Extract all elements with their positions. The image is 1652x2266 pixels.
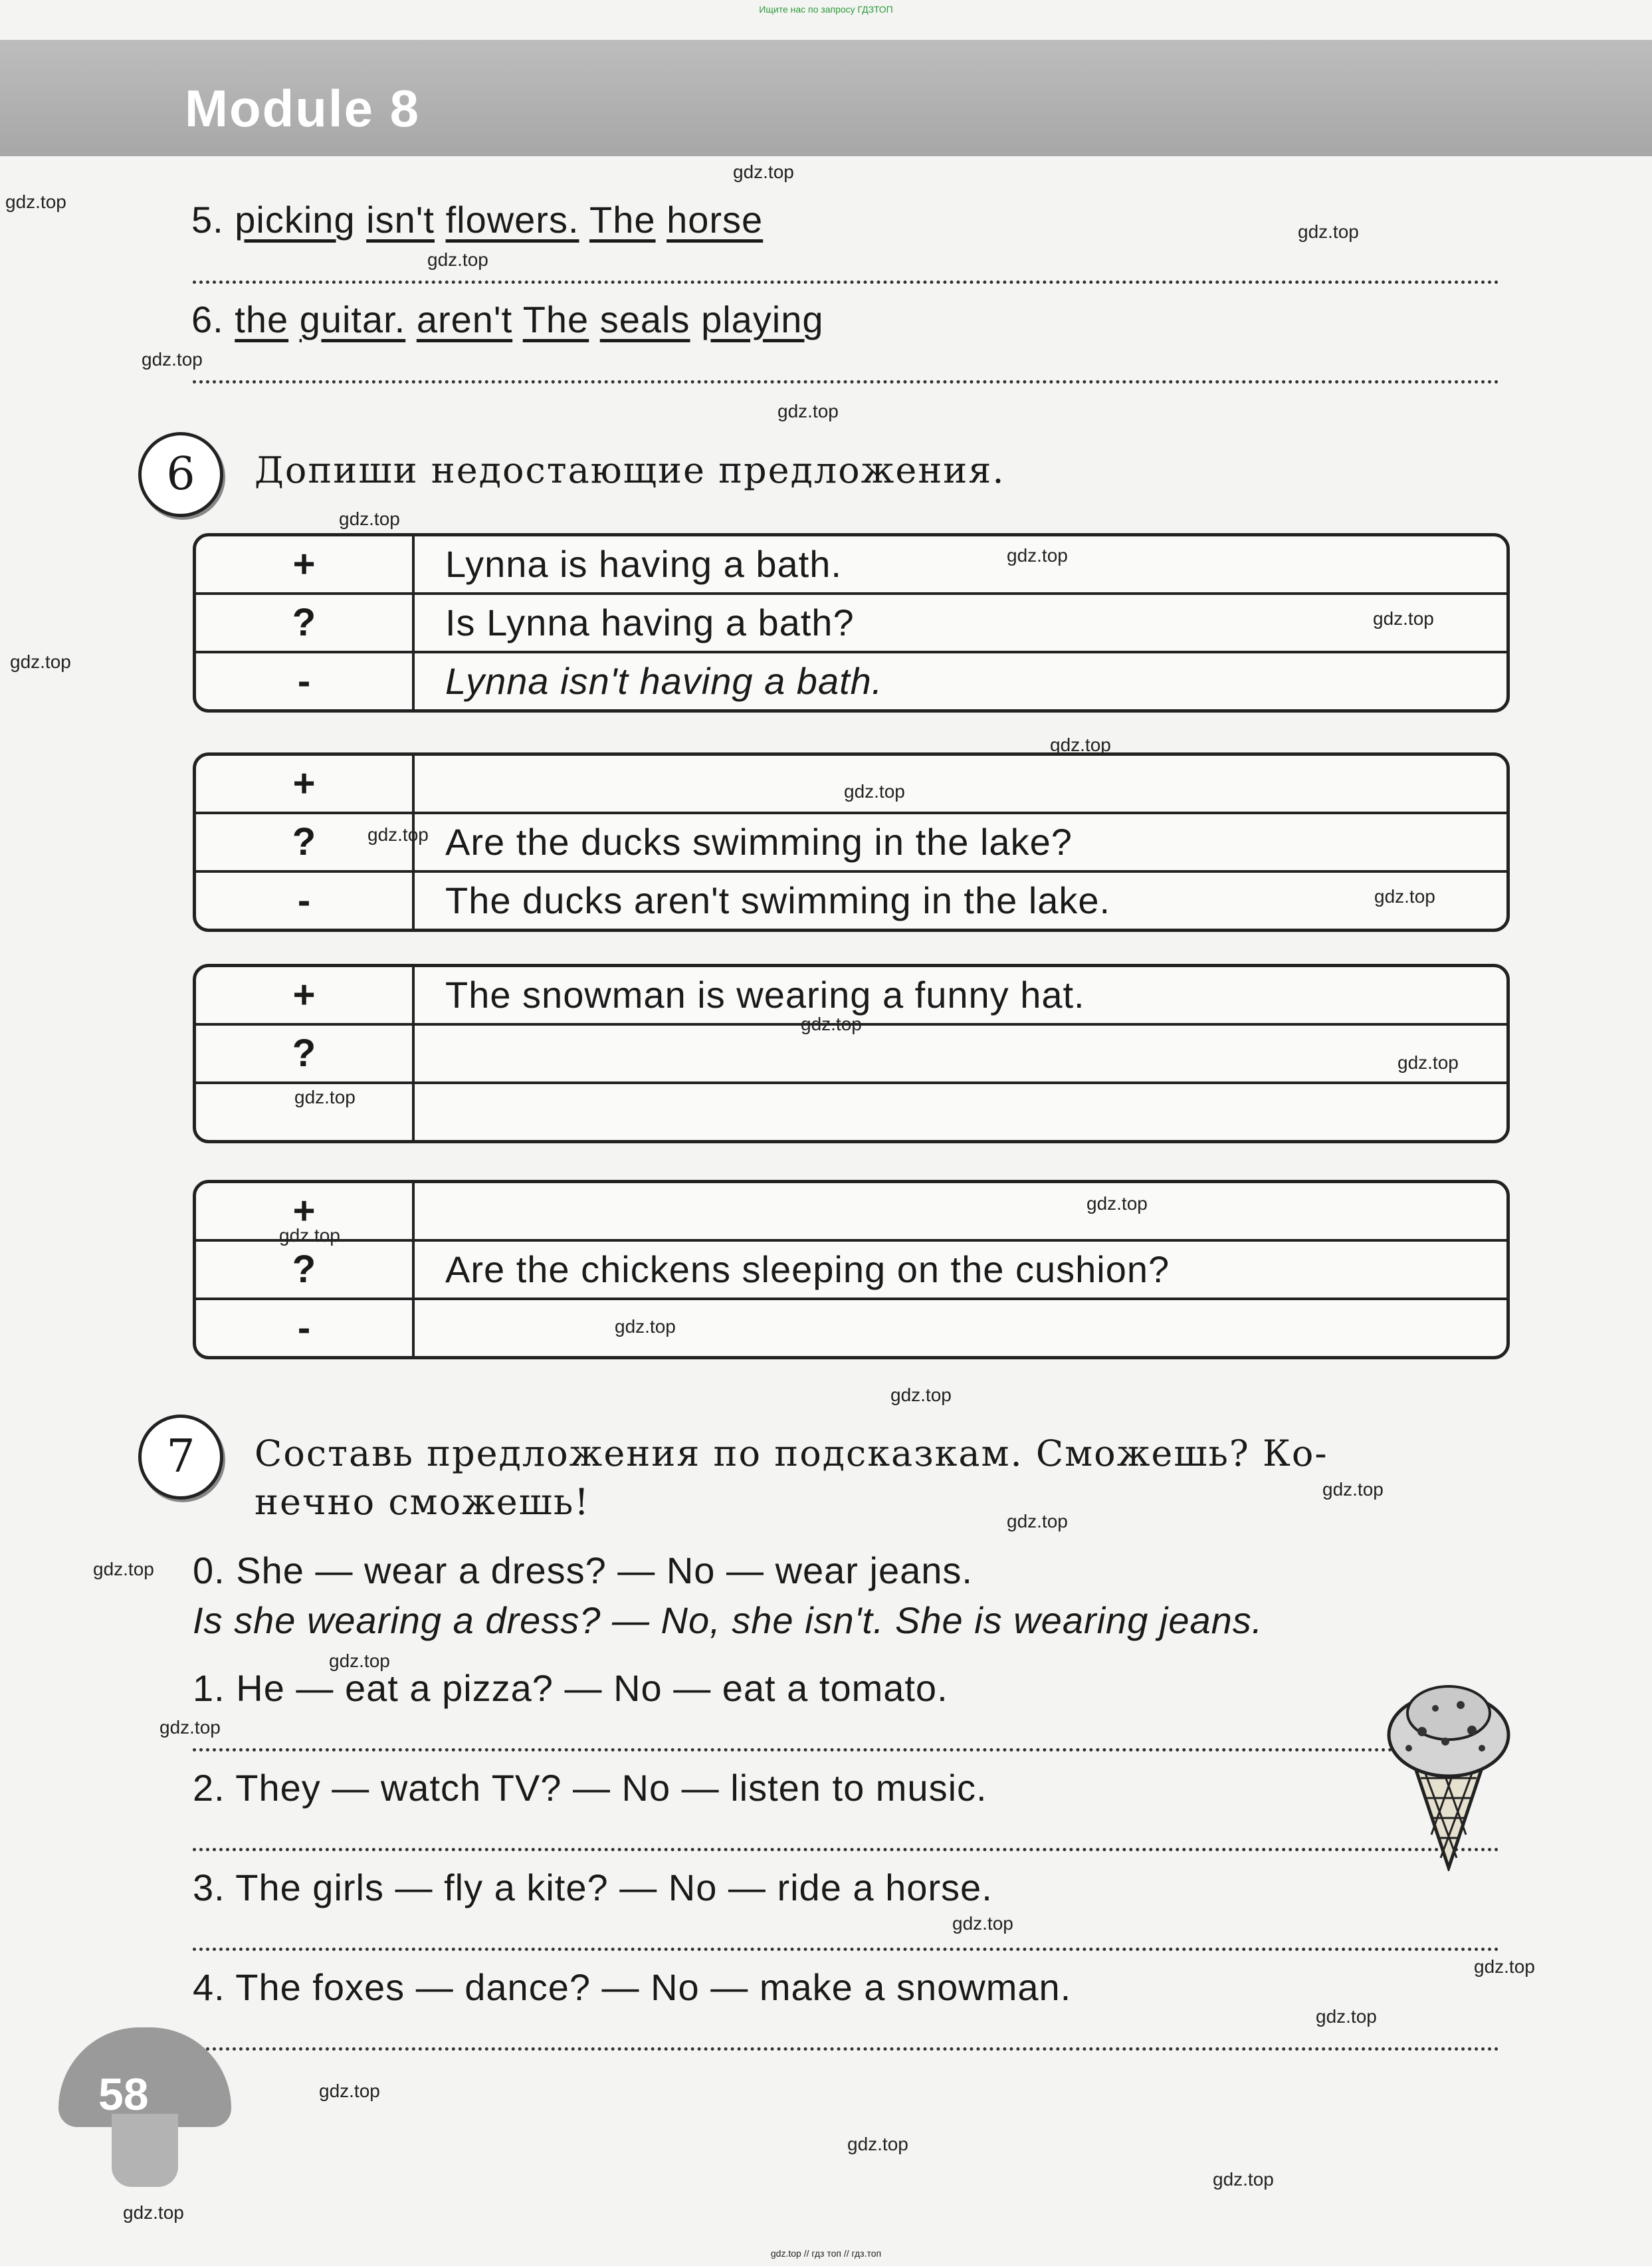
watermark: gdz.top <box>123 2202 184 2223</box>
watermark: gdz.top <box>142 349 203 370</box>
minus-symbol: - <box>196 873 415 929</box>
watermark: gdz.top <box>1007 545 1068 566</box>
exercise-7-title-line-2: нечно сможешь! <box>255 1481 591 1523</box>
table-row <box>196 1300 1506 1356</box>
watermark: gdz.top <box>733 162 794 182</box>
table-row <box>196 1084 1506 1140</box>
site-banner: Ищите нас по запросу ГДЗТОП <box>759 4 893 15</box>
table-row <box>196 873 1506 929</box>
watermark: gdz.top <box>1397 1052 1459 1073</box>
example-answer: Is she wearing a dress? — No, she isn't. She is wearing jeans. <box>193 1599 1263 1641</box>
scrambled-sentence-6 <box>191 298 824 341</box>
watermark: gdz.top <box>319 2081 380 2101</box>
item-number: 5. <box>191 199 224 241</box>
module-title: Module 8 <box>185 79 421 138</box>
question-symbol: ? <box>196 595 415 651</box>
watermark: gdz.top <box>890 1385 952 1405</box>
watermark: gdz.top <box>1298 221 1359 242</box>
mushroom-stem <box>112 2114 178 2187</box>
watermark: gdz.top <box>367 824 429 845</box>
word: horse <box>667 199 764 241</box>
exercise-6-title: Допиши недостающие предложения. <box>255 449 1005 491</box>
plus-symbol: + <box>196 967 415 1023</box>
page-number: 58 <box>98 2069 149 2120</box>
example-prompt: 0. She — wear a dress? — No — wear jeans. <box>193 1549 973 1591</box>
watermark: gdz.top <box>159 1717 221 1738</box>
word: guitar. <box>299 298 406 340</box>
watermark: gdz.top <box>1213 2169 1274 2190</box>
affirmative-sentence[interactable]: The snowman is wearing a funny hat. <box>445 974 1085 1016</box>
watermark: gdz.top <box>10 651 71 672</box>
watermark: gdz.top <box>1373 608 1434 629</box>
table-row <box>196 595 1506 653</box>
question-symbol: ? <box>196 814 415 870</box>
watermark: gdz.top <box>952 1913 1013 1934</box>
watermark: gdz.top <box>279 1225 340 1246</box>
word: picking <box>235 199 356 241</box>
prompt-item-2: 2. They — watch TV? — No — listen to music. <box>193 1767 987 1809</box>
plus-symbol: + <box>196 536 415 592</box>
watermark: gdz.top <box>1374 886 1435 907</box>
sentence-table-1 <box>193 533 1510 713</box>
exercise-7-number: 7 <box>138 1415 223 1500</box>
answer-line[interactable] <box>193 1948 1499 1951</box>
watermark: gdz.top <box>294 1087 356 1107</box>
question-sentence[interactable]: Is Lynna having a bath? <box>445 602 855 643</box>
negative-sentence[interactable]: Lynna isn't having a bath. <box>445 660 883 702</box>
negative-sentence[interactable]: The ducks aren't swimming in the lake. <box>445 879 1111 921</box>
footer-watermark: gdz.top // гдз топ // гдз.топ <box>770 2248 882 2259</box>
prompt-item-4: 4. The foxes — dance? — No — make a snowman. <box>193 1966 1072 2008</box>
answer-line[interactable] <box>193 380 1499 384</box>
watermark: gdz.top <box>801 1014 862 1034</box>
watermark: gdz.top <box>1007 1511 1068 1531</box>
watermark: gdz.top <box>1316 2006 1377 2027</box>
watermark: gdz.top <box>1322 1479 1384 1500</box>
minus-symbol: - <box>196 1300 415 1356</box>
plus-symbol: + <box>196 1183 415 1239</box>
answer-line[interactable] <box>193 281 1499 284</box>
watermark: gdz.top <box>777 401 839 421</box>
exercise-7-title-line-1: Составь предложения по подсказкам. Сможешь? Ко- <box>255 1432 1328 1474</box>
word: seals <box>599 298 690 340</box>
answer-line[interactable] <box>193 1848 1499 1851</box>
word: flowers. <box>445 199 579 241</box>
table-row <box>196 536 1506 595</box>
watermark: gdz.top <box>844 781 905 802</box>
word: the <box>235 298 289 340</box>
watermark: gdz.top <box>329 1650 390 1671</box>
watermark: gdz.top <box>1474 1956 1535 1977</box>
question-sentence[interactable]: Are the ducks swimming in the lake? <box>445 821 1073 863</box>
affirmative-sentence[interactable]: Lynna is having a bath. <box>445 543 842 585</box>
ice-cream-illustration <box>1382 1678 1515 1871</box>
table-row <box>196 1183 1506 1242</box>
watermark: gdz.top <box>847 2134 908 2154</box>
watermark: gdz.top <box>93 1559 154 1579</box>
question-symbol: ? <box>196 1026 415 1081</box>
word: The <box>589 199 656 241</box>
answer-line[interactable] <box>193 2047 1499 2051</box>
minus-symbol: - <box>196 653 415 709</box>
table-row <box>196 653 1506 709</box>
question-symbol: ? <box>196 1242 415 1298</box>
sentence-table-4 <box>193 1180 1510 1359</box>
table-row <box>196 1242 1506 1300</box>
word: aren't <box>416 298 513 340</box>
word: The <box>522 298 589 340</box>
watermark: gdz.top <box>1050 735 1111 755</box>
word: isn't <box>366 199 435 241</box>
question-sentence[interactable]: Are the chickens sleeping on the cushion? <box>445 1248 1170 1290</box>
prompt-item-3: 3. The girls — fly a kite? — No — ride a horse. <box>193 1867 993 1908</box>
item-number: 6. <box>191 298 224 340</box>
prompt-item-1: 1. He — eat a pizza? — No — eat a tomato. <box>193 1667 948 1709</box>
exercise-6-number: 6 <box>138 432 223 517</box>
watermark: gdz.top <box>5 191 66 212</box>
watermark: gdz.top <box>339 509 400 529</box>
plus-symbol: + <box>196 756 415 812</box>
word: playing <box>701 298 824 340</box>
sentence-table-3 <box>193 964 1510 1143</box>
scrambled-sentence-5 <box>191 198 763 241</box>
watermark: gdz.top <box>1086 1193 1148 1214</box>
watermark: gdz.top <box>615 1316 676 1337</box>
watermark: gdz.top <box>427 249 488 270</box>
answer-line[interactable] <box>193 1748 1499 1752</box>
